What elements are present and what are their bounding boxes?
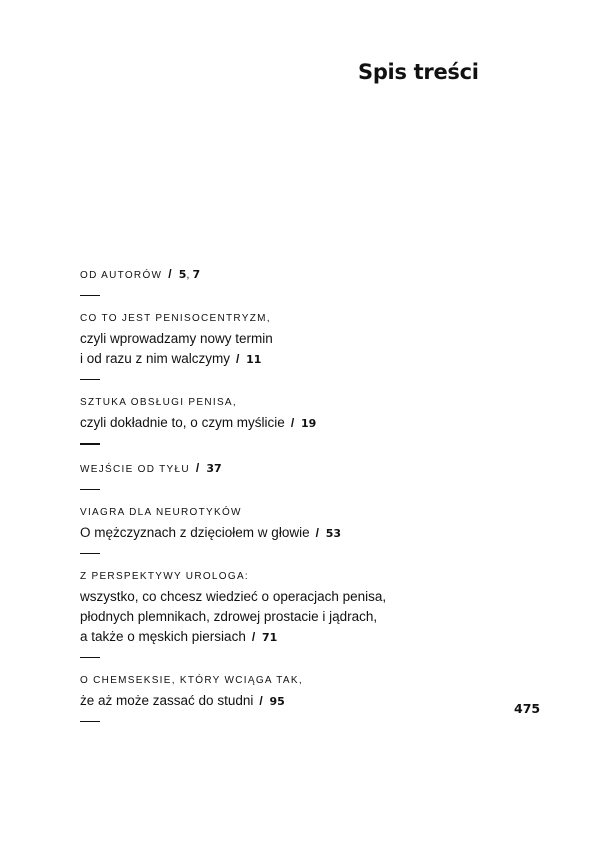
page-separator: / — [236, 352, 240, 367]
toc-entry-subtitle-line: czyli dokładnie to, o czym myślicie / 19 — [80, 415, 317, 431]
page-separator: / — [315, 525, 319, 540]
toc-entry-heading: Z PERSPEKTYWY UROLOGA: — [80, 570, 250, 582]
toc-entry-heading: CO TO JEST PENISOCENTRYZM, — [80, 313, 271, 325]
entry-divider — [80, 657, 100, 658]
page-ref: 53 — [325, 526, 342, 540]
toc-entry-heading: SZTUKA OBSŁUGI PENISA, — [80, 397, 237, 409]
toc-entry-heading: WEJŚCIE OD TYŁU / 37 — [80, 460, 222, 475]
toc-entry-od-autorow[interactable] — [80, 264, 500, 286]
toc-entry-wejscie-od-tylu[interactable] — [80, 458, 500, 480]
toc-entry-penisocentryzm[interactable] — [80, 309, 500, 370]
toc-entry-perspektywa-urologa[interactable] — [80, 567, 500, 648]
toc-entry-subtitle-line: płodnych plemnikach, zdrowej prostacie i jądrach, — [80, 608, 378, 624]
entry-divider — [80, 379, 100, 380]
toc-entry-subtitle-line: czyli wprowadzamy nowy termin — [80, 331, 273, 347]
page-separator: / — [259, 694, 263, 709]
toc-entry-viagra[interactable] — [80, 503, 500, 544]
toc-entry-subtitle-line: a także o męskich piersiach / 71 — [80, 628, 278, 644]
toc-entry-subtitle-line: O mężczyznach z dzięciołem w głowie / 53 — [80, 524, 342, 540]
toc-entry-heading: OD AUTORÓW / 5, 7 — [80, 267, 201, 281]
entry-divider — [80, 553, 100, 554]
page-title: Spis treści — [358, 60, 479, 84]
table-of-contents — [80, 264, 500, 735]
entry-divider — [80, 295, 100, 296]
page-ref: 37 — [206, 461, 222, 475]
page-separator: / — [195, 460, 200, 475]
page-ref: 71 — [261, 630, 278, 644]
page-ref: 5 — [178, 268, 187, 281]
toc-entry-heading: O CHEMSEKSIE, KTÓRY WCIĄGA TAK, — [80, 675, 303, 687]
page-ref: 19 — [300, 417, 317, 431]
entry-divider — [80, 443, 100, 444]
page-ref: 7 — [192, 268, 201, 281]
toc-entry-chemseks[interactable] — [80, 671, 500, 712]
page-number: 475 — [514, 701, 541, 716]
page-separator: / — [251, 629, 256, 644]
page-separator: / — [168, 267, 172, 281]
toc-entry-subtitle-line: wszystko, co chcesz wiedzieć o operacjach penisa, — [80, 588, 387, 604]
entry-divider — [80, 721, 100, 722]
page-ref: 95 — [269, 695, 285, 709]
toc-entry-subtitle-line: że aż może zassać do studni / 95 — [80, 693, 285, 709]
toc-entry-sztuka-obslugi[interactable] — [80, 393, 500, 434]
entry-divider — [80, 489, 100, 490]
toc-entry-subtitle-line: i od razu z nim walczymy / 11 — [80, 351, 262, 367]
toc-entry-heading: VIAGRA DLA NEUROTYKÓW — [80, 506, 242, 518]
page-separator: / — [290, 416, 295, 431]
page-ref: 11 — [246, 353, 262, 367]
